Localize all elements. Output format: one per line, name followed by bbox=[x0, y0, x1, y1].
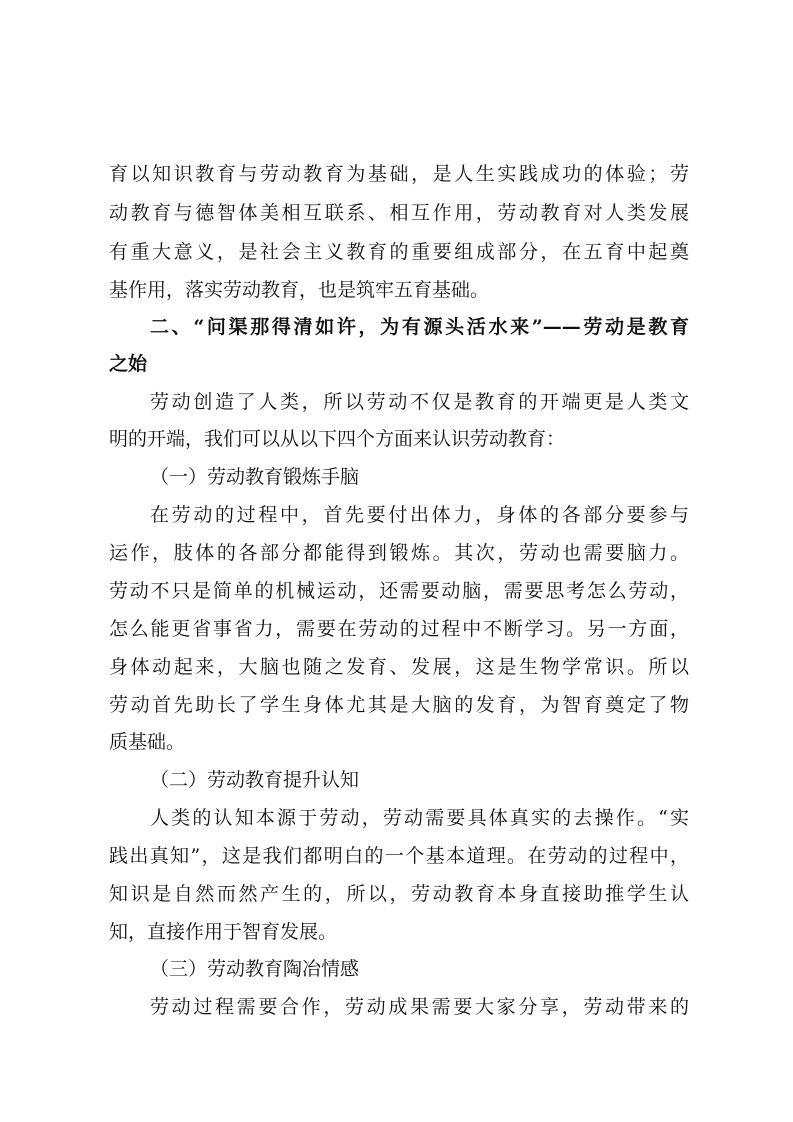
subheading-2: （二）劳动教育提升认知 bbox=[150, 769, 360, 791]
paragraph-line: 运作，肢体的各部分都能得到锻炼。其次，劳动也需要脑力。 bbox=[109, 542, 689, 564]
paragraph-line: 知，直接作用于智育发展。 bbox=[109, 921, 338, 943]
paragraph-line: 劳动创造了人类，所以劳动不仅是教育的开端更是人类文 bbox=[150, 391, 689, 413]
paragraph-line: 动教育与德智体美相互联系、相互作用，劳动教育对人类发展 bbox=[109, 202, 689, 224]
subheading-3: （三）劳动教育陶冶情感 bbox=[150, 958, 360, 980]
paragraph-line: 有重大意义，是社会主义教育的重要组成部分，在五育中起奠 bbox=[109, 241, 689, 263]
section-heading: 二、“问渠那得清如许，为有源头活水来”——劳动是教育 bbox=[150, 316, 689, 338]
paragraph-line: 育以知识教育与劳动教育为基础，是人生实践成功的体验；劳 bbox=[109, 163, 689, 185]
paragraph-line: 劳动过程需要合作，劳动成果需要大家分享，劳动带来的 bbox=[150, 996, 689, 1018]
paragraph-line: 怎么能更省事省力，需要在劳动的过程中不断学习。另一方面， bbox=[109, 618, 689, 640]
paragraph-line: 身体动起来，大脑也随之发育、发展，这是生物学常识。所以 bbox=[109, 656, 689, 678]
paragraph-line: 明的开端，我们可以从以下四个方面来认识劳动教育： bbox=[109, 428, 566, 450]
paragraph-line: 基作用，落实劳动教育，也是筑牢五育基础。 bbox=[109, 279, 490, 301]
paragraph-line: 劳动不只是简单的机械运动，还需要动脑，需要思考怎么劳动， bbox=[109, 580, 689, 602]
paragraph-line: 质基础。 bbox=[109, 731, 186, 753]
section-heading-continued: 之始 bbox=[109, 353, 148, 375]
paragraph-line: 人类的认知本源于劳动，劳动需要具体真实的去操作。“实 bbox=[150, 807, 689, 829]
subheading-1: （一）劳动教育锻炼手脑 bbox=[150, 466, 360, 488]
paragraph-line: 劳动首先助长了学生身体尤其是大脑的发育，为智育奠定了物 bbox=[109, 694, 689, 716]
paragraph-line: 践出真知”，这是我们都明白的一个基本道理。在劳动的过程中， bbox=[109, 845, 689, 867]
paragraph-line: 知识是自然而然产生的，所以，劳动教育本身直接助推学生认 bbox=[109, 883, 689, 905]
paragraph-line: 在劳动的过程中，首先要付出体力，身体的各部分要参与 bbox=[150, 504, 689, 526]
